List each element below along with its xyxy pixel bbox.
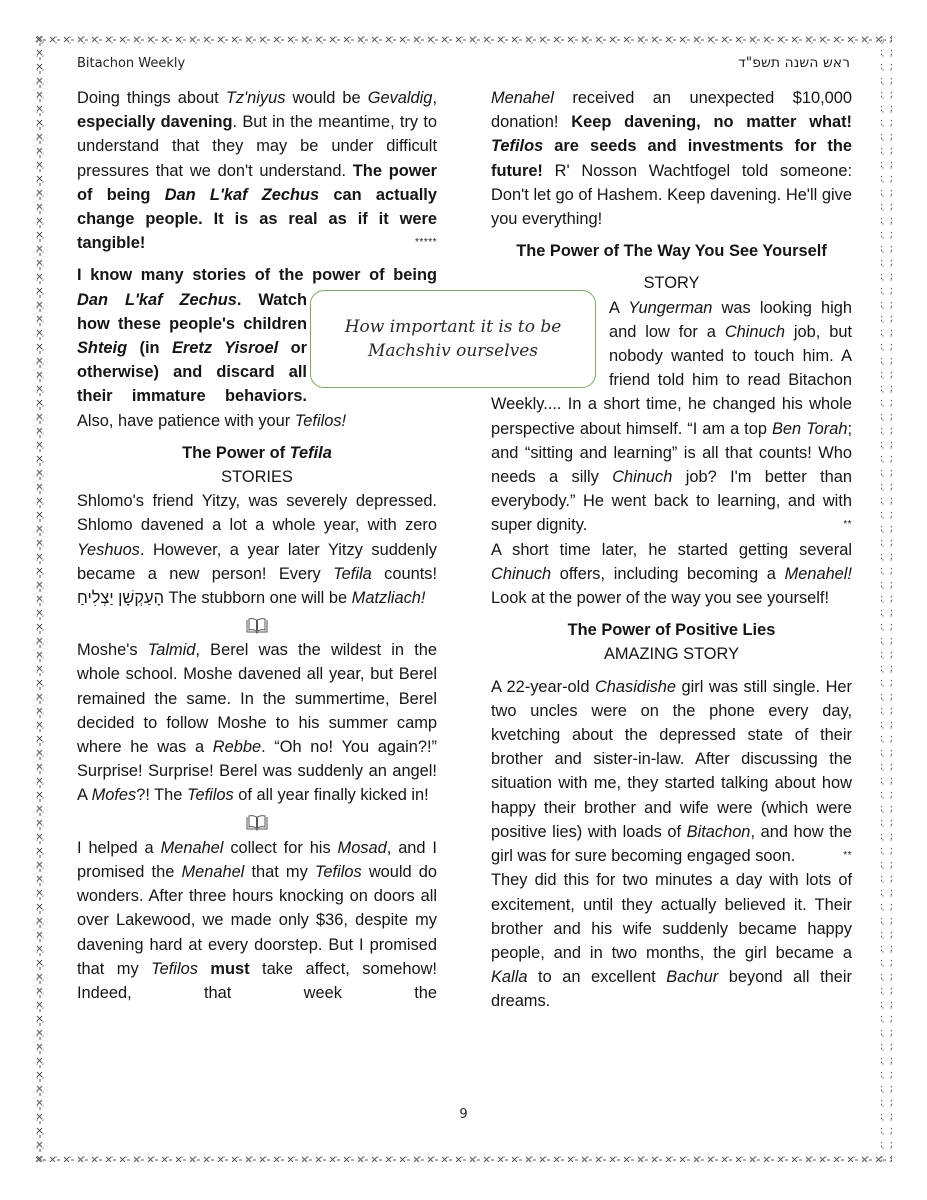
section-heading-tefila: The Power of Tefila [182,443,332,462]
section-heading-way-you-see-yourself: The Power of The Way You See Yourself [516,242,827,261]
story-paragraph: They did this for two minutes a day with lots of excitement, until they actually believed it. Their brother and his wife suddenly became happy people, and in two months, the girl became a Kalla to an excellent Bachur beyond all their dreams. [491,871,852,1011]
story-paragraph: I helped a Menahel collect for his Mosad, and I promised the Menahel that my Tefilos would do wonders. After three hours knocking on doors all over Lakewood, we made only $36, despite my davening hard at every doorstep. But I promised that my Tefilos must take affect, somehow! Indeed, that week the [77,838,437,1002]
story-paragraph: A 22-year-old Chasidishe girl was still single. Her two uncles were on the phone every day, kvetching about the depressed state of their brother and sister-in-law. After discussing the situation with me, they started talking about how happy their brother and wife were (which were positive lies) with loads of Bitachon, and how the girl was for sure becoming engaged soon. ** [491,675,852,869]
open-book-icon [77,614,437,638]
section-stars: ***** [415,237,437,249]
continuation-paragraph: Menahel received an unexpected $10,000 donation! Keep davening, no matter what! Tefilos are seeds and investments for the future! R' Nosson Wachtfogel told someone: Don't let go of Hashem. Keep davening. He'll give you everything! [491,89,853,229]
pull-quote-line-1: How important it is to be [344,317,562,337]
right-column [491,86,852,1014]
section-subheading-amazing-story: AMAZING STORY [603,645,740,664]
story-paragraph: A short time later, he started getting several Chinuch offers, including becoming a Menahel! Look at the power of the way you see yourself! [491,540,852,608]
story-paragraph: Moshe's Talmid, Berel was the wildest in the whole school. Moshe davened all year, but Berel remained the same. In the summertime, Berel decided to follow Moshe to his summer camp where he was a Rebbe. “Oh no! You again?!” Surprise! Surprise! Berel was suddenly an angel! A Mofes?! The Tefilos of all year finally kicked in! [77,641,438,805]
story-paragraph: Shlomo's friend Yitzy, was severely depressed. Shlomo davened a lot a whole year, with zero Yeshuos. However, a year later Yitzy suddenly became a new person! Every Tefila counts! הָעַקְשָׁן יַצְלִיחַ The stubborn one will be Matzliach! [77,492,437,608]
page-number: 9 [459,1107,468,1122]
section-subheading-story: STORY [643,274,700,293]
stories-intro-paragraph: I know many stories of the power of being Dan L'kaf Zechus. Watch how these people's children Shteig (in Eretz Yisroel or otherwise) and discard all their immature behaviors. Also, have patience with your Tefilos! [77,266,437,430]
pull-quote-callout [310,290,596,388]
section-subheading-stories: STORIES [221,468,293,487]
intro-paragraph: Doing things about Tz'niyus would be Gevaldig, especially davening. But in the meantime, try to understand that they may be under difficult pressures that we don't understand. The power of being Dan L'kaf Zechus can actually change people. It is as real as if it were tangible! ***** [77,86,437,255]
issue-date-hebrew: ראש השנה תשפ"ד [738,55,850,71]
section-stars: ** [843,850,852,862]
story-paragraph: A Yungerman was looking high and low for a Chinuch job, but nobody wanted to touch him. A friend told him to read Bitachon Weekly.... In a short time, he changed his whole perspective about himself. “I am a top Ben Torah; and “sitting and learning” is all that counts! Who needs a silly Chinuch job? I'm better than everybody.” He went back to learning, and with super dignity. ** [491,296,852,538]
left-column [77,86,437,1005]
pull-quote-line-2: Machshiv ourselves [367,341,539,361]
section-stars: ** [843,519,852,531]
open-book-icon [77,812,437,836]
section-heading-positive-lies: The Power of Positive Lies [567,621,776,640]
hebrew-quote: הָעַקְשָׁן יַצְלִיחַ [77,589,164,608]
publication-title: Bitachon Weekly [77,56,186,71]
